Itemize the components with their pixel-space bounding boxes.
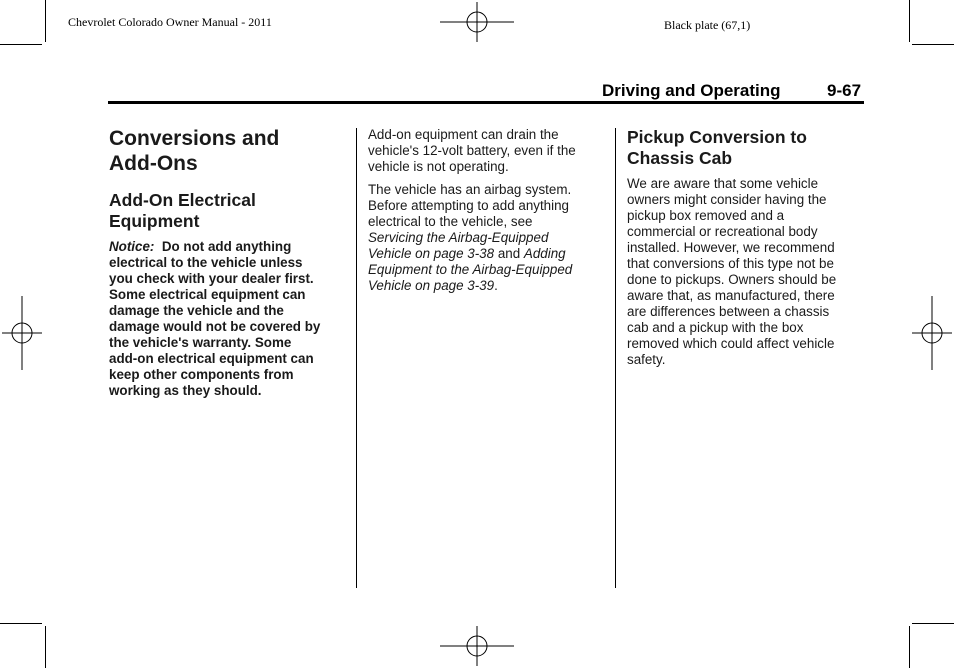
crop-mark: [909, 0, 910, 42]
text-line: removed which could affect vehicle: [627, 336, 835, 351]
plate-label: Black plate (67,1): [664, 18, 751, 32]
cross-reference-link[interactable]: Vehicle on page 3-39: [368, 278, 495, 293]
crop-mark: [909, 626, 910, 668]
notice-line: electrical to the vehicle unless: [109, 255, 303, 270]
cross-reference-link[interactable]: Servicing the Airbag-Equipped: [368, 230, 549, 245]
registration-mark-icon: [440, 624, 514, 668]
crop-mark: [912, 44, 954, 45]
text-line: that conversions of this type not be: [627, 256, 834, 271]
notice-line: keep other components from: [109, 367, 294, 382]
text-line: done to pickups. Owners should be: [627, 272, 837, 287]
header-section-title: Driving and Operating: [602, 81, 781, 100]
period-text: .: [494, 278, 498, 293]
manual-title: Chevrolet Colorado Owner Manual - 2011: [68, 15, 272, 29]
text-line: cab and a pickup with the box: [627, 320, 804, 335]
registration-mark-icon: [910, 296, 954, 370]
crop-mark: [0, 623, 42, 624]
notice-line: damage the vehicle and the: [109, 303, 284, 318]
cross-reference-link[interactable]: Equipment to the Airbag-Equipped: [368, 262, 573, 277]
body-paragraph: [627, 176, 867, 368]
crop-mark: [45, 626, 46, 668]
section-title-line: Add-Ons: [109, 152, 198, 175]
subsection-title-line: Equipment: [109, 211, 200, 231]
notice-line: Some electrical equipment can: [109, 287, 306, 302]
text-line: vehicle is not operating.: [368, 159, 509, 174]
crop-mark: [45, 0, 46, 42]
crop-mark: [912, 623, 954, 624]
text-line: vehicle's 12-volt battery, even if the: [368, 143, 576, 158]
subsection-title: [627, 127, 807, 169]
text-line: installed. However, we recommend: [627, 240, 835, 255]
text-line: commercial or recreational body: [627, 224, 818, 239]
body-paragraph: [368, 182, 608, 294]
registration-mark-icon: [440, 0, 514, 44]
crop-mark: [0, 44, 42, 45]
section-title: [109, 126, 279, 176]
text-line: The vehicle has an airbag system.: [368, 182, 572, 197]
page-number: 9-67: [827, 81, 862, 100]
text-line: owners might consider having the: [627, 192, 827, 207]
column-divider: [356, 128, 357, 588]
text-line: aware that, as manufactured, there: [627, 288, 835, 303]
notice-line: the vehicle's warranty. Some: [109, 335, 292, 350]
registration-mark-icon: [0, 296, 44, 370]
notice-line: working as they should.: [109, 383, 262, 398]
body-paragraph: [368, 127, 608, 175]
cross-reference-link[interactable]: Adding: [523, 246, 566, 261]
text-line: We are aware that some vehicle: [627, 176, 819, 191]
text-line: safety.: [627, 352, 666, 367]
notice-label: Notice:: [109, 239, 155, 254]
notice-line: damage would not be covered by: [109, 319, 321, 334]
text-line: Add-on equipment can drain the: [368, 127, 559, 142]
subsection-title-line: Add-On Electrical: [109, 190, 256, 210]
text-line: Before attempting to add anything: [368, 198, 569, 213]
section-title-line: Conversions and: [109, 127, 280, 150]
notice-line: add-on electrical equipment can: [109, 351, 314, 366]
notice-block: [109, 239, 354, 399]
cross-reference-link[interactable]: Vehicle on page 3-38: [368, 246, 495, 261]
subsection-title-line: Chassis Cab: [627, 148, 733, 168]
subsection-title: [109, 190, 256, 232]
text-line: are differences between a chassis: [627, 304, 830, 319]
text-line: pickup box removed and a: [627, 208, 785, 223]
subsection-title-line: Pickup Conversion to: [627, 127, 807, 147]
notice-line: Do not add anything: [161, 239, 292, 254]
header-rule: [108, 101, 864, 104]
text-line: electrical to the vehicle, see: [368, 214, 533, 229]
column-divider: [615, 128, 616, 588]
notice-line: you check with your dealer first.: [109, 271, 314, 286]
conjunction-text: and: [497, 246, 521, 261]
